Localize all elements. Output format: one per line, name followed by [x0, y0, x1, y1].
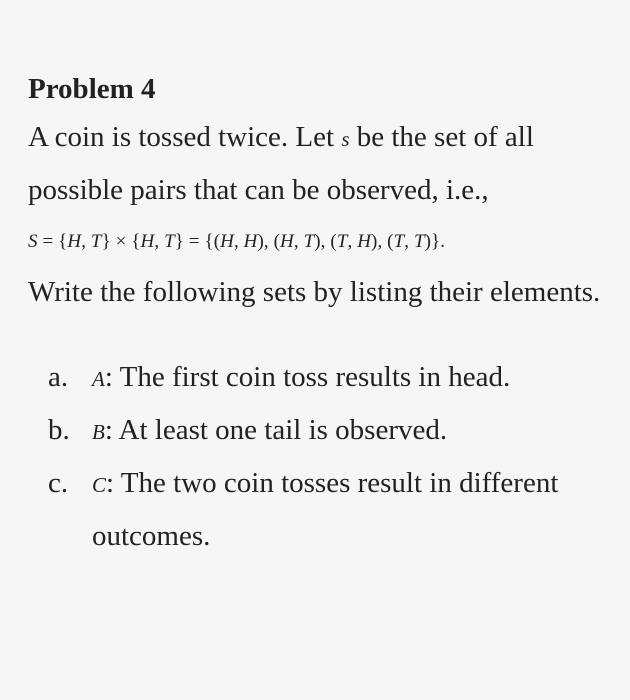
eq-var: T — [413, 231, 425, 252]
event-variable: B — [92, 420, 105, 444]
event-variable: C — [92, 473, 107, 497]
item-text: : The two coin tosses result in different outcomes. — [92, 467, 559, 552]
sample-space-equation — [28, 216, 618, 267]
eq-part: , — [154, 231, 165, 252]
list-item — [28, 405, 618, 458]
item-text: : At least one tail is observed. — [104, 414, 448, 446]
eq-var: T — [303, 231, 315, 252]
eq-part: = { — [37, 231, 68, 252]
eq-var: H — [243, 231, 258, 252]
eq-var: H — [140, 231, 155, 252]
problem-content — [28, 70, 618, 562]
eq-lhs: S — [28, 231, 38, 252]
eq-part: ), ( — [314, 231, 337, 252]
eq-var: H — [357, 231, 372, 252]
eq-var: T — [90, 231, 102, 252]
problem-instruction: Write the following sets by listing their elements. — [28, 276, 601, 308]
eq-part: , — [404, 231, 414, 252]
intro-text-start: A coin is tossed twice. Let — [28, 121, 342, 153]
eq-var: H — [220, 231, 234, 252]
eq-var: T — [336, 231, 348, 252]
eq-var: T — [164, 231, 175, 252]
eq-part: , — [81, 231, 91, 252]
eq-part: , — [293, 231, 304, 252]
eq-var: H — [280, 231, 294, 252]
problem-intro — [28, 112, 618, 216]
set-variable: s — [341, 127, 350, 151]
eq-part: } × { — [101, 231, 141, 252]
list-item — [28, 352, 618, 405]
eq-part: } = {( — [174, 231, 221, 252]
eq-part: ), ( — [371, 231, 394, 252]
item-text: : The first coin toss results in head. — [104, 361, 511, 393]
sub-questions-list — [28, 352, 618, 562]
eq-part: , — [347, 231, 358, 252]
list-marker: b. — [48, 414, 70, 446]
list-marker: c. — [48, 467, 69, 499]
event-variable: A — [92, 367, 105, 391]
eq-var: H — [67, 231, 82, 252]
eq-part: ), ( — [257, 231, 281, 252]
eq-part: , — [233, 231, 244, 252]
problem-title: Problem 4 — [28, 73, 156, 105]
eq-part: )}. — [424, 231, 446, 252]
list-item — [28, 458, 618, 562]
list-marker: a. — [48, 361, 69, 393]
eq-var: T — [393, 231, 405, 252]
intro-text-end: be the set of all possible pairs that can be observed, i.e., — [28, 121, 534, 206]
